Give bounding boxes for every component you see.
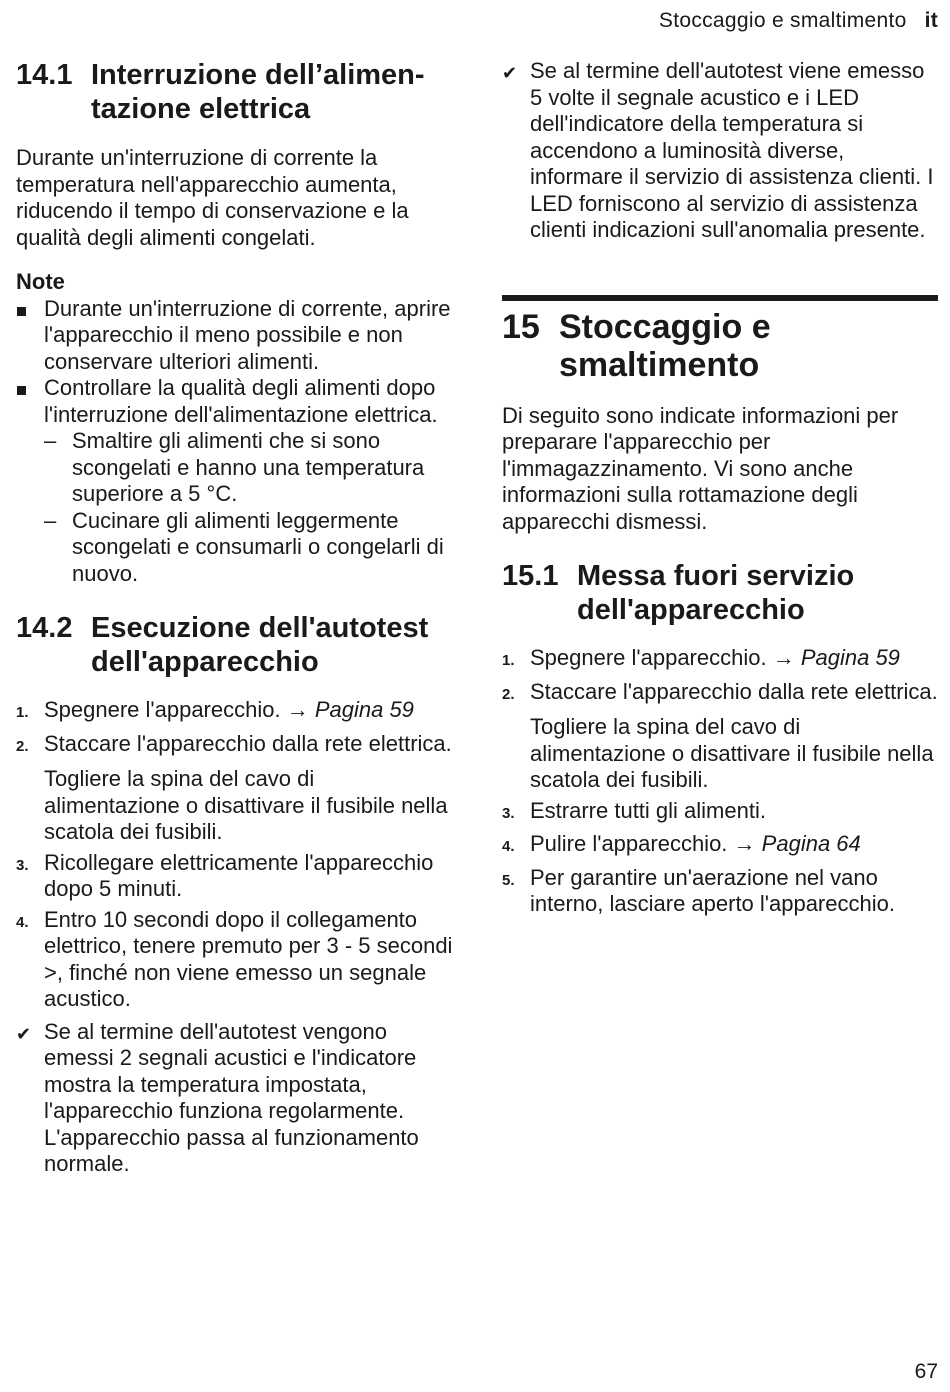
heading-15-1 <box>502 559 938 627</box>
step-number: 4. <box>502 838 515 855</box>
chapter-title: Stoccaggio e smaltimento <box>559 307 771 384</box>
power-outage-intro: Durante un'interruzione di corrente la temperatura nell'apparecchio aumenta, riducendo il tempo di conservazione e la qualità degli alimenti congelati. <box>16 145 409 250</box>
page-reference-link[interactable]: Pagina 64 <box>761 831 861 856</box>
running-header <box>659 9 938 33</box>
arrow-right-icon: → <box>733 831 756 856</box>
heading-14-2 <box>16 611 454 679</box>
result-item: ✔ Se al termine dell'autotest viene emesso 5 volte il segnale acustico e i LED dell'indicatore della temperatura si accendono a luminosità diverse, informare il servizio di assistenza clienti. I LED forniscono al servizio di assistenza clienti indicazioni sull'anomalia presente. <box>502 58 934 242</box>
dash-item: – Cucinare gli alimenti leggermente scongelati e consumarli o congelarli di nuovo. <box>44 507 444 586</box>
square-bullet-icon <box>17 386 26 395</box>
heading-number: 15.1 <box>502 560 559 592</box>
arrow-right-icon: → <box>772 645 795 670</box>
step-number: 2. <box>502 685 515 703</box>
heading-title: Messa fuori servizio dell'apparecchio <box>577 560 855 626</box>
dash-marker: – <box>44 428 57 453</box>
storage-intro: Di seguito sono indicate informazioni per preparare l'apparecchio per l'immagazzinamento. Vi sono anche informazioni sulla rottamazione degli apparecchi dismessi. <box>502 402 899 534</box>
left-column <box>16 58 454 1178</box>
step-number: 4. <box>16 913 29 931</box>
heading-number: 14.2 <box>16 612 73 644</box>
heading-14-1 <box>16 58 454 126</box>
chapter-rule <box>502 295 938 301</box>
note-label: Note <box>16 269 65 294</box>
heading-title: Esecuzione dell'autotest dell'apparecchio <box>91 612 429 678</box>
chapter-heading-15 <box>502 308 938 384</box>
page-reference-link[interactable]: Pagina 59 <box>314 697 414 722</box>
step-item: 2. Staccare l'apparecchio dalla rete elettrica. <box>16 731 454 761</box>
step-detail: Togliere la spina del cavo di alimentazione o disattivare il fusibile nella scatola dei fusibili. <box>530 714 934 792</box>
checkmark-icon: ✔ <box>502 63 518 83</box>
step-number: 1. <box>16 704 29 721</box>
step-number: 3. <box>16 856 29 874</box>
note-bullet: Controllare la qualità degli alimenti dopo l'interruzione dell'alimentazione elettrica. <box>16 375 454 428</box>
header-language-code: it <box>924 9 938 32</box>
step-item: 5. Per garantire un'aerazione nel vano interno, lasciare aperto l'apparecchio. <box>502 864 895 916</box>
result-item: ✔ Se al termine dell'autotest vengono emessi 2 segnali acustici e l'indicatore mostra la temperatura impostata, l'apparecchio funziona regolarmente. L'apparecchio passa al funzionamento normale. <box>16 1018 419 1176</box>
heading-number: 14.1 <box>16 59 73 91</box>
page-number: 67 <box>914 1360 938 1383</box>
step-number: 3. <box>502 804 515 822</box>
step-item: 1. Spegnere l'apparecchio. → Pagina 59 <box>16 697 454 727</box>
chapter-number: 15 <box>502 307 540 346</box>
checkmark-icon: ✔ <box>16 1023 32 1044</box>
heading-title: Interruzione dell’alimen-tazione elettrica <box>91 59 425 125</box>
step-item: 3. Estrarre tutti gli alimenti. <box>502 798 938 828</box>
step-detail: Togliere la spina del cavo di alimentazione o disattivare il fusibile nella scatola dei fusibili. <box>44 766 448 844</box>
square-bullet-icon <box>17 307 26 316</box>
arrow-right-icon: → <box>286 697 309 722</box>
step-number: 2. <box>16 737 29 755</box>
step-number: 5. <box>502 871 515 889</box>
page-reference-link[interactable]: Pagina 59 <box>800 645 900 670</box>
step-item: 3. Ricollegare elettricamente l'apparecchio dopo 5 minuti. <box>16 849 434 901</box>
dash-marker: – <box>44 507 57 533</box>
header-section-title: Stoccaggio e smaltimento <box>658 9 907 32</box>
step-item: 4. Pulire l'apparecchio. → Pagina 64 <box>502 831 938 861</box>
step-number: 1. <box>502 652 515 669</box>
dash-item: – Smaltire gli alimenti che si sono scongelati e hanno una temperatura superiore a 5 °C. <box>44 428 425 506</box>
step-item: 1. Spegnere l'apparecchio. → Pagina 59 <box>502 645 938 675</box>
right-column <box>502 58 938 918</box>
step-item: 4. Entro 10 secondi dopo il collegamento elettrico, tenere premuto per 3 - 5 secondi >, finché non viene emesso un segnale acustico. <box>16 906 453 1011</box>
note-bullet: Durante un'interruzione di corrente, aprire l'apparecchio il meno possibile e non conservare ulteriori alimenti. <box>16 296 454 376</box>
step-item: 2. Staccare l'apparecchio dalla rete elettrica. <box>502 679 938 709</box>
